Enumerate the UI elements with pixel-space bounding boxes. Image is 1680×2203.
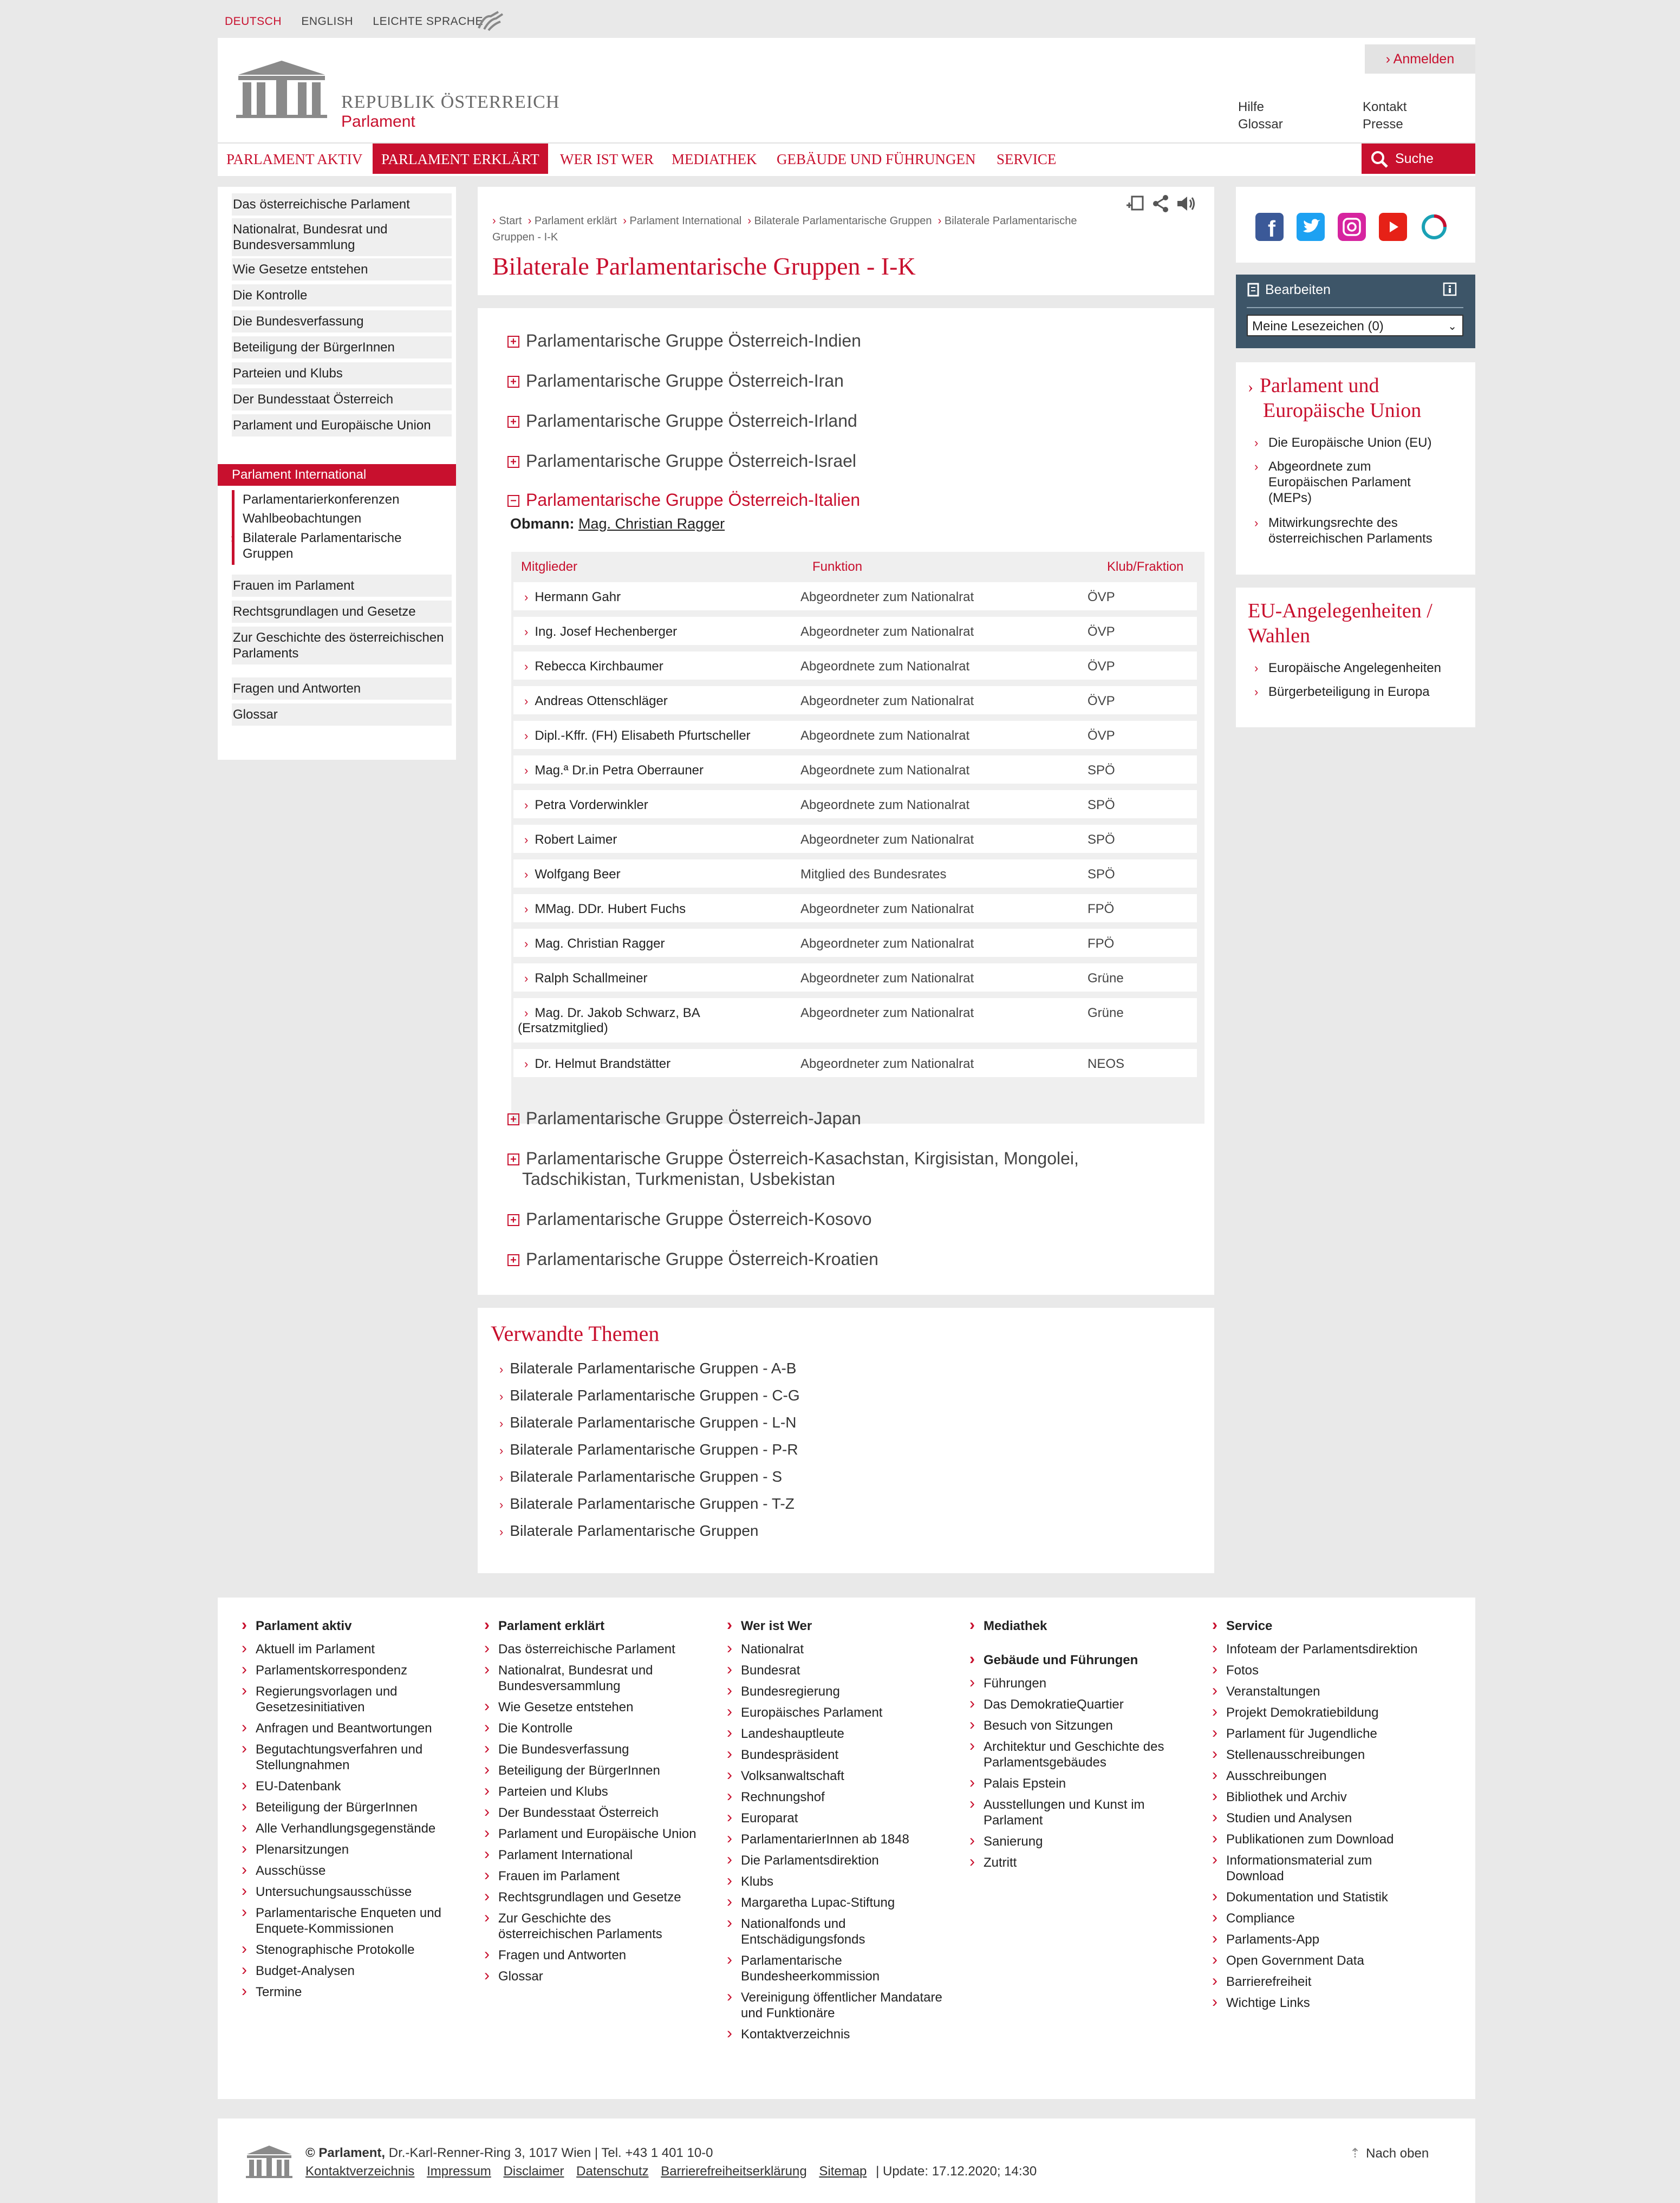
footer-link[interactable]: › Frauen im Parlament	[482, 1868, 704, 1884]
bookmark-add-icon[interactable]	[1125, 194, 1147, 213]
footer-link[interactable]: › Glossar	[482, 1969, 704, 1984]
table-row	[511, 753, 1199, 786]
sign-language-icon[interactable]	[477, 10, 505, 32]
sidebox-link[interactable]: › Bürgerbeteiligung in Europa	[1254, 685, 1430, 699]
related-topics-box	[478, 1308, 1214, 1573]
table-row	[511, 892, 1199, 924]
member-function: Abgeordneter zum Nationalrat	[800, 1006, 974, 1020]
page-bottom-bar	[218, 2119, 1475, 2203]
footer-sitemap	[218, 1598, 1475, 2099]
member-name-link[interactable]: › Robert Laimer	[524, 832, 617, 847]
chevron-right-icon: ›	[524, 590, 529, 604]
group-item[interactable]: + Parlamentarische Gruppe Österreich-Iran	[507, 370, 844, 392]
expand-icon: +	[507, 456, 519, 468]
table-row	[511, 1047, 1199, 1079]
member-function: Abgeordnete zum Nationalrat	[800, 659, 970, 674]
chevron-right-icon: ›	[524, 833, 529, 846]
contact-link[interactable]: Kontakt	[1363, 100, 1407, 114]
nav-gebaeude-fuehrungen[interactable]: GEBÄUDE UND FÜHRUNGEN	[777, 151, 976, 167]
member-name-link[interactable]: › Andreas Ottenschläger	[524, 694, 668, 708]
footer-link[interactable]: › Führungen	[967, 1676, 1189, 1691]
obmann-link[interactable]: Mag. Christian Ragger	[578, 516, 725, 532]
footer-link[interactable]: › Bundesrat	[725, 1663, 947, 1678]
search-button[interactable]: Suche	[1362, 144, 1475, 174]
related-link[interactable]: › Bilaterale Parlamentarische Gruppen - S	[499, 1468, 783, 1485]
table-row	[511, 719, 1199, 751]
chevron-down-icon: ⌄	[1448, 321, 1457, 333]
member-club: FPÖ	[1088, 936, 1115, 951]
expand-icon: +	[507, 336, 519, 348]
expand-icon: +	[507, 416, 519, 428]
leftnav-item[interactable]: Die Bundesverfassung	[232, 310, 452, 333]
leftnav-item[interactable]: Zur Geschichte des österreichischen Parlaments	[232, 627, 452, 664]
footer-link[interactable]: › Zur Geschichte des österreichischen Parlaments	[482, 1911, 704, 1942]
leftnav-item[interactable]: Wie Gesetze entstehen	[232, 258, 452, 281]
login-button[interactable]: › Anmelden	[1365, 44, 1475, 74]
member-function: Abgeordneter zum Nationalrat	[800, 590, 974, 604]
group-item[interactable]: + Parlamentarische Gruppe Österreich-Kasachstan, Kirgisistan, Mongolei,	[507, 1148, 1079, 1169]
breadcrumb-current: Bilaterale Parlamentarische Gruppen - I-K	[492, 215, 1077, 243]
leftnav-item[interactable]: Glossar	[232, 703, 452, 726]
chevron-right-icon: ›	[524, 937, 529, 950]
chevron-right-icon: ›	[524, 660, 529, 673]
member-name-link[interactable]: › Ing. Josef Hechenberger	[524, 624, 678, 639]
footer-link[interactable]: › Begutachtungsverfahren und Stellungnahmen	[239, 1742, 461, 1773]
member-name-link[interactable]: › Dr. Helmut Brandstätter	[524, 1057, 671, 1071]
chevron-right-icon: ›	[524, 694, 529, 708]
footer-link[interactable]: › Stenographische Protokolle	[239, 1942, 461, 1958]
footer-link[interactable]: › Stellenausschreibungen	[1210, 1747, 1432, 1763]
table-row	[511, 580, 1199, 612]
footer-link[interactable]: › Beteiligung der BürgerInnen	[239, 1800, 461, 1815]
member-name-link[interactable]: › Mag.ª Dr.in Petra Oberrauner	[524, 763, 704, 778]
glossary-link[interactable]: Glossar	[1238, 117, 1283, 132]
footer-column-parlament-aktiv	[239, 1618, 461, 2005]
group-item-continued[interactable]: Tadschikistan, Turkmenistan, Usbekistan	[522, 1169, 836, 1189]
member-club: SPÖ	[1088, 798, 1115, 812]
footer-link-sitemap[interactable]: Sitemap	[819, 2164, 867, 2179]
footer-link-barrierefreiheit[interactable]: Barrierefreiheitserklärung	[661, 2164, 807, 2179]
footer-link[interactable]: › Untersuchungsausschüsse	[239, 1884, 461, 1900]
sidebox-link[interactable]: › Abgeordnete zum Europäischen Parlament (MEPs)	[1254, 459, 1411, 505]
member-name-link[interactable]: › MMag. DDr. Hubert Fuchs	[524, 902, 686, 916]
member-function: Mitglied des Bundesrates	[800, 867, 947, 882]
footer-heading[interactable]: › Mediathek	[967, 1618, 1189, 1634]
group-item[interactable]: + Parlamentarische Gruppe Österreich-Kosovo	[507, 1208, 872, 1230]
member-function: Abgeordneter zum Nationalrat	[800, 832, 974, 847]
sidebox-link[interactable]: › Die Europäische Union (EU)	[1254, 435, 1432, 450]
leftnav-item[interactable]: Beteiligung der BürgerInnen	[232, 336, 452, 359]
footer-link[interactable]: › Open Government Data	[1210, 1953, 1432, 1969]
footer-link[interactable]: › Ausschreibungen	[1210, 1768, 1432, 1784]
related-title: Verwandte Themen	[491, 1321, 660, 1346]
footer-heading[interactable]: › Service	[1210, 1618, 1432, 1634]
footer-link[interactable]: › Parlamentarische Enqueten und Enquete-Kommissionen	[239, 1905, 461, 1937]
legal-links	[305, 2164, 1037, 2179]
member-function: Abgeordneter zum Nationalrat	[800, 936, 974, 951]
footer-link[interactable]: › Barrierefreiheit	[1210, 1974, 1432, 1990]
youtube-icon[interactable]	[1379, 213, 1407, 241]
footer-column-wer-ist-wer	[725, 1618, 947, 2048]
footer-heading[interactable]: › Parlament erklärt	[482, 1618, 704, 1634]
footer-link[interactable]: › Parlament für Jugendliche	[1210, 1726, 1432, 1742]
member-club: Grüne	[1088, 971, 1124, 986]
footer-link[interactable]: › Fragen und Antworten	[482, 1947, 704, 1963]
bookmarks-panel	[1236, 275, 1475, 348]
footer-link[interactable]: › Bibliothek und Archiv	[1210, 1789, 1432, 1805]
bookmarks-select[interactable]: Meine Lesezeichen (0) ⌄	[1247, 315, 1463, 336]
sidebox-link[interactable]: › Europäische Angelegenheiten	[1254, 661, 1441, 675]
chevron-right-icon: ›	[524, 1006, 529, 1020]
member-name-link[interactable]: › Ralph Schallmeiner	[524, 971, 648, 986]
footer-link[interactable]: › Alle Verhandlungsgegenstände	[239, 1821, 461, 1836]
chevron-right-icon: ›	[524, 972, 529, 985]
member-club: SPÖ	[1088, 867, 1115, 882]
back-to-top-link[interactable]: ⇡ Nach oben	[1350, 2146, 1429, 2161]
member-name-link[interactable]: › Rebecca Kirchbaumer	[524, 659, 663, 674]
table-row	[511, 823, 1199, 855]
breadcrumb-item[interactable]: Bilaterale Parlamentarische Gruppen	[754, 215, 932, 227]
site-header	[218, 38, 1475, 176]
related-link[interactable]: › Bilaterale Parlamentarische Gruppen - A-B	[499, 1360, 797, 1377]
nav-parlament-erklaert[interactable]: PARLAMENT ERKLÄRT	[373, 144, 548, 174]
table-row	[511, 996, 1199, 1045]
breadcrumb-item[interactable]: Parlament erklärt	[534, 215, 617, 227]
footer-link[interactable]: › Informationsmaterial zum Download	[1210, 1853, 1432, 1884]
related-link[interactable]: › Bilaterale Parlamentarische Gruppen - L-N	[499, 1414, 797, 1431]
chevron-right-icon: ›	[524, 868, 529, 881]
footer-link[interactable]: › Volksanwaltschaft	[725, 1768, 947, 1784]
table-row	[511, 961, 1199, 994]
member-club: ÖVP	[1088, 659, 1115, 674]
leftnav-subitem[interactable]: Parlamentarierkonferenzen	[243, 492, 400, 507]
table-header-club: Klub/Fraktion	[1107, 559, 1184, 574]
footer-link[interactable]: › ParlamentarierInnen ab 1848	[725, 1832, 947, 1847]
bearbeiten-label: Bearbeiten	[1265, 282, 1331, 297]
footer-link[interactable]: › Landeshauptleute	[725, 1726, 947, 1742]
svg-text:f: f	[1268, 216, 1275, 241]
footer-heading[interactable]: › Gebäude und Führungen	[967, 1652, 1189, 1668]
sidebox-title[interactable]: EU-Angelegenheiten /	[1248, 599, 1432, 622]
social-media-box	[1236, 187, 1475, 263]
member-club: ÖVP	[1088, 590, 1115, 604]
footer-link[interactable]: › EU-Datenbank	[239, 1778, 461, 1794]
footer-link[interactable]: › Dokumentation und Statistik	[1210, 1889, 1432, 1905]
footer-link-datenschutz[interactable]: Datenschutz	[576, 2164, 649, 2179]
chevron-right-icon: ›	[524, 625, 529, 638]
footer-link[interactable]: › Das österreichische Parlament	[482, 1641, 704, 1657]
member-function: Abgeordnete zum Nationalrat	[800, 798, 970, 812]
members-table	[511, 552, 1204, 1124]
leftnav-item[interactable]: Rechtsgrundlagen und Gesetze	[232, 601, 452, 623]
title-box	[478, 187, 1214, 295]
related-link[interactable]: › Bilaterale Parlamentarische Gruppen - P-R	[499, 1441, 798, 1458]
footer-link[interactable]: › Bundespräsident	[725, 1747, 947, 1763]
footer-link[interactable]: › Das DemokratieQuartier	[967, 1697, 1189, 1712]
leftnav-item[interactable]: Die Kontrolle	[232, 284, 452, 307]
group-item[interactable]: + Parlamentarische Gruppe Österreich-Kroatien	[507, 1248, 878, 1270]
sidebox-title-line2[interactable]: Wahlen	[1248, 624, 1311, 647]
nav-mediathek[interactable]: MEDIATHEK	[672, 151, 757, 167]
related-link[interactable]: › Bilaterale Parlamentarische Gruppen - T-Z	[499, 1495, 795, 1512]
expand-icon: +	[507, 1214, 519, 1226]
leftnav-subitem-current[interactable]: › Bilaterale Parlamentarische Gruppen	[231, 531, 402, 561]
footer-link[interactable]: › Vereinigung öffentlicher Mandatare und Funktionäre	[725, 1990, 947, 2021]
group-item-open[interactable]: − Parlamentarische Gruppe Österreich-Italien	[507, 489, 860, 511]
divider	[1247, 307, 1463, 308]
chevron-right-icon: ›	[524, 764, 529, 777]
table-row	[511, 788, 1199, 820]
expand-icon: +	[507, 376, 519, 388]
leftnav-item[interactable]: Fragen und Antworten	[232, 677, 452, 700]
footer-link[interactable]: › Aktuell im Parlament	[239, 1641, 461, 1657]
left-navigation	[218, 187, 456, 760]
expand-icon: +	[507, 1254, 519, 1266]
member-function: Abgeordnete zum Nationalrat	[800, 763, 970, 778]
member-name-link[interactable]: › Hermann Gahr	[524, 590, 621, 604]
press-link[interactable]: Presse	[1363, 117, 1403, 132]
member-club: ÖVP	[1088, 624, 1115, 639]
member-name-link[interactable]: › Wolfgang Beer	[524, 867, 621, 882]
footer-link[interactable]: › Wie Gesetze entstehen	[482, 1699, 704, 1715]
member-club: FPÖ	[1088, 902, 1115, 916]
logo-subtitle: Parlament	[341, 113, 415, 131]
group-item[interactable]: + Parlamentarische Gruppe Österreich-Japan	[507, 1107, 861, 1129]
footer-heading[interactable]: › Parlament aktiv	[239, 1618, 461, 1634]
breadcrumb-item[interactable]: Start	[499, 215, 522, 227]
lang-deutsch[interactable]: DEUTSCH	[225, 15, 282, 28]
member-name-link[interactable]: › Mag. Christian Ragger	[524, 936, 665, 951]
related-link[interactable]: › Bilaterale Parlamentarische Gruppen	[499, 1522, 759, 1539]
table-row	[511, 615, 1199, 647]
footer-link[interactable]: › Der Bundesstaat Österreich	[482, 1805, 704, 1821]
leftnav-item[interactable]: Parteien und Klubs	[232, 362, 452, 384]
footer-link[interactable]: › Anfragen und Beantwortungen	[239, 1720, 461, 1736]
language-bar	[225, 15, 499, 28]
footer-link[interactable]: › Ausschüsse	[239, 1863, 461, 1879]
member-club: ÖVP	[1088, 694, 1115, 708]
member-name-link[interactable]: › Mag. Dr. Jakob Schwarz, BA (Ersatzmitglied)	[518, 1006, 700, 1035]
logo-title: REPUBLIK ÖSTERREICH	[341, 92, 560, 112]
footer-link[interactable]: › Wichtige Links	[1210, 1995, 1432, 2011]
breadcrumb-item[interactable]: Parlament International	[629, 215, 742, 227]
footer-heading[interactable]: › Wer ist Wer	[725, 1618, 947, 1634]
chevron-right-icon: ›	[524, 798, 529, 812]
page-title: Bilaterale Parlamentarische Gruppen - I-K	[492, 252, 916, 280]
footer-link[interactable]: › Margaretha Lupac-Stiftung	[725, 1895, 947, 1911]
leftnav-item[interactable]: Frauen im Parlament	[232, 575, 452, 597]
chevron-right-icon: ›	[524, 729, 529, 742]
footer-link-impressum[interactable]: Impressum	[427, 2164, 491, 2179]
footer-link[interactable]: › Parlaments-App	[1210, 1932, 1432, 1947]
breadcrumb: › Start › Parlament erklärt › Parlament International › Bilaterale Parlamentarische Gruppen › Bilaterale Parlamentarische Gruppen - I-K	[492, 215, 1077, 243]
demokratiewebstatt-icon[interactable]	[1420, 213, 1448, 241]
member-function: Abgeordnete zum Nationalrat	[800, 728, 970, 743]
leftnav-item[interactable]: Nationalrat, Bundesrat und Bundesversammlung	[232, 218, 452, 256]
expand-icon: +	[507, 1113, 519, 1125]
member-club: ÖVP	[1088, 728, 1115, 743]
footer-link[interactable]: › Nationalrat	[725, 1641, 947, 1657]
group-item[interactable]: + Parlamentarische Gruppe Österreich-Indien	[507, 330, 861, 351]
footer-link[interactable]: › Bundesregierung	[725, 1684, 947, 1699]
member-function: Abgeordneter zum Nationalrat	[800, 902, 974, 916]
footer-link[interactable]: › Die Parlamentsdirektion	[725, 1853, 947, 1868]
member-function: Abgeordneter zum Nationalrat	[800, 1057, 974, 1071]
parliament-logo-icon[interactable]	[233, 58, 330, 118]
footer-link[interactable]: › Klubs	[725, 1874, 947, 1889]
footer-link[interactable]: › Compliance	[1210, 1911, 1432, 1926]
leftnav-item[interactable]: Parlament und Europäische Union	[232, 414, 452, 436]
update-date: | Update: 17.12.2020; 14:30	[876, 2164, 1037, 2179]
footer-link[interactable]: › Studien und Analysen	[1210, 1810, 1432, 1826]
footer-link[interactable]: › Budget-Analysen	[239, 1963, 461, 1979]
footer-link[interactable]: › Architektur und Geschichte des Parlamentsgebäudes	[967, 1739, 1189, 1770]
footer-link[interactable]: › Parlament und Europäische Union	[482, 1826, 704, 1842]
nav-wer-ist-wer[interactable]: WER IST WER	[560, 151, 654, 167]
footer-link[interactable]: › Projekt Demokratiebildung	[1210, 1705, 1432, 1720]
eu-sidebox	[1236, 362, 1475, 575]
footer-link[interactable]: › Palais Epstein	[967, 1776, 1189, 1791]
footer-link[interactable]: › Nationalfonds und Entschädigungsfonds	[725, 1916, 947, 1947]
chevron-right-icon: ›	[524, 1057, 529, 1071]
footer-link[interactable]: › Beteiligung der BürgerInnen	[482, 1763, 704, 1778]
parliament-small-logo-icon[interactable]	[245, 2145, 294, 2179]
footer-link[interactable]: › Regierungsvorlagen und Gesetzesinitiativen	[239, 1684, 461, 1715]
table-row	[511, 684, 1199, 716]
table-row	[511, 649, 1199, 682]
footer-link[interactable]: › Ausstellungen und Kunst im Parlament	[967, 1797, 1189, 1828]
footer-link[interactable]: › Die Kontrolle	[482, 1720, 704, 1736]
lang-leichte-sprache[interactable]: LEICHTE SPRACHE	[373, 15, 483, 28]
footer-link[interactable]: › Parlament International	[482, 1847, 704, 1863]
search-icon	[1370, 150, 1389, 168]
footer-link[interactable]: › Rechnungshof	[725, 1789, 947, 1805]
related-link[interactable]: › Bilaterale Parlamentarische Gruppen - C-G	[499, 1387, 800, 1404]
member-club: NEOS	[1088, 1057, 1125, 1071]
footer-link[interactable]: › Termine	[239, 1984, 461, 2000]
member-function: Abgeordneter zum Nationalrat	[800, 694, 974, 708]
leftnav-item-active[interactable]: Parlament International	[218, 464, 456, 486]
read-aloud-icon[interactable]	[1176, 194, 1196, 213]
leftnav-item[interactable]: Der Bundesstaat Österreich	[232, 388, 452, 410]
table-row	[511, 927, 1199, 959]
group-item[interactable]: + Parlamentarische Gruppe Österreich-Israel	[507, 450, 856, 472]
twitter-icon[interactable]	[1297, 213, 1325, 241]
subnav-indicator	[232, 490, 235, 565]
member-club: SPÖ	[1088, 832, 1115, 847]
expand-icon: +	[507, 1153, 519, 1165]
footer-link[interactable]: › Parlamentarische Bundesheerkommission	[725, 1953, 947, 1984]
table-header-members: Mitglieder	[521, 559, 578, 574]
member-function: Abgeordneter zum Nationalrat	[800, 624, 974, 639]
footer-link[interactable]: › Europäisches Parlament	[725, 1705, 947, 1720]
sidebox-link[interactable]: › Mitwirkungsrechte des österreichischen Parlaments	[1254, 516, 1432, 546]
footer-link[interactable]: › Sanierung	[967, 1834, 1189, 1849]
info-icon[interactable]	[1443, 282, 1457, 296]
footer-link[interactable]: › Fotos	[1210, 1663, 1432, 1678]
footer-link[interactable]: › Publikationen zum Download	[1210, 1832, 1432, 1847]
group-item[interactable]: + Parlamentarische Gruppe Österreich-Irland	[507, 410, 857, 432]
footer-link[interactable]: › Parteien und Klubs	[482, 1784, 704, 1800]
sidebox-title[interactable]: › Parlament und	[1248, 374, 1379, 397]
member-club: SPÖ	[1088, 763, 1115, 778]
footer-link[interactable]: › Besuch von Sitzungen	[967, 1718, 1189, 1733]
footer-column-parlament-erklaert	[482, 1618, 704, 1990]
help-link[interactable]: Hilfe	[1238, 100, 1265, 114]
table-row	[511, 857, 1199, 890]
footer-column-service	[1210, 1618, 1432, 2016]
footer-link[interactable]: › Nationalrat, Bundesrat und Bundesversammlung	[482, 1663, 704, 1694]
arrow-up-icon: ⇡	[1350, 2146, 1361, 2161]
copyright: © Parlament, Dr.-Karl-Renner-Ring 3, 1017 Wien | Tel. +43 1 401 10-0	[305, 2146, 713, 2160]
member-club: Grüne	[1088, 1006, 1124, 1020]
obmann: Obmann: Mag. Christian Ragger	[510, 516, 725, 532]
eu-affairs-sidebox	[1236, 588, 1475, 727]
member-function: Abgeordneter zum Nationalrat	[800, 971, 974, 986]
sidebox-title-line2[interactable]: Europäische Union	[1263, 399, 1422, 422]
share-icon[interactable]	[1152, 194, 1170, 213]
edit-document-icon	[1247, 282, 1261, 297]
leftnav-subitem[interactable]: Wahlbeobachtungen	[243, 511, 362, 526]
instagram-icon[interactable]	[1338, 213, 1366, 241]
groups-box	[478, 308, 1214, 1295]
footer-link[interactable]: › Kontaktverzeichnis	[725, 2026, 947, 2042]
footer-link[interactable]: › Rechtsgrundlagen und Gesetze	[482, 1889, 704, 1905]
footer-link[interactable]: › Parlamentskorrespondenz	[239, 1663, 461, 1678]
member-name-link[interactable]: › Petra Vorderwinkler	[524, 798, 648, 812]
collapse-icon: −	[507, 495, 519, 507]
footer-link-disclaimer[interactable]: Disclaimer	[503, 2164, 564, 2179]
leftnav-item[interactable]: Das österreichische Parlament	[232, 193, 452, 216]
footer-link[interactable]: › Plenarsitzungen	[239, 1842, 461, 1857]
main-navigation	[218, 142, 1475, 175]
footer-link[interactable]: › Die Bundesverfassung	[482, 1742, 704, 1757]
footer-link[interactable]: › Infoteam der Parlamentsdirektion	[1210, 1641, 1432, 1657]
member-name-link[interactable]: › Dipl.-Kffr. (FH) Elisabeth Pfurtscheller	[524, 728, 751, 743]
footer-link[interactable]: › Veranstaltungen	[1210, 1684, 1432, 1699]
lang-english[interactable]: ENGLISH	[301, 15, 354, 28]
chevron-right-icon: ›	[524, 902, 529, 916]
footer-link-kontakt[interactable]: Kontaktverzeichnis	[305, 2164, 415, 2179]
footer-link[interactable]: › Europarat	[725, 1810, 947, 1826]
nav-parlament-aktiv[interactable]: PARLAMENT AKTIV	[226, 151, 363, 167]
facebook-icon[interactable]	[1255, 213, 1284, 241]
footer-link[interactable]: › Zutritt	[967, 1855, 1189, 1870]
nav-service[interactable]: SERVICE	[997, 151, 1057, 167]
footer-column-mediathek	[967, 1618, 1189, 1876]
table-header-function: Funktion	[812, 559, 863, 574]
